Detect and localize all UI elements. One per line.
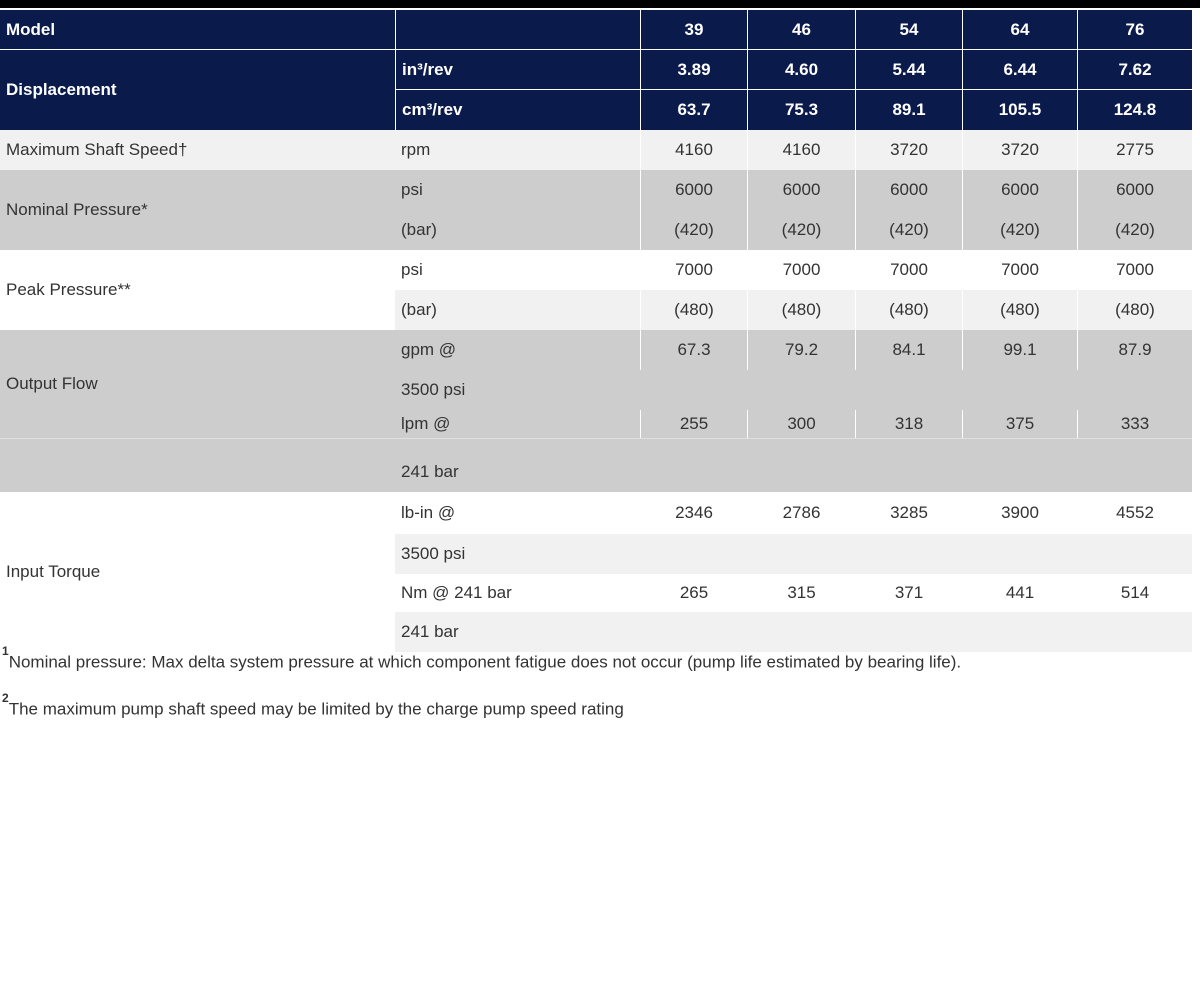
max-speed-value: 3720 — [855, 130, 962, 170]
footnote-2-text: The maximum pump shaft speed may be limited by the charge pump speed rating — [8, 699, 624, 719]
peak-pressure-bar-value: (480) — [1077, 290, 1192, 330]
max-speed-value: 4160 — [640, 130, 747, 170]
input-torque-label: Input Torque — [0, 492, 395, 652]
displacement-value: 124.8 — [1077, 90, 1192, 130]
max-speed-label: Maximum Shaft Speed† — [0, 130, 395, 170]
input-torque-lbin-sub-unit: 3500 psi — [395, 534, 1192, 574]
output-flow-lpm-sub-unit: 241 bar — [395, 452, 1192, 492]
nominal-pressure-label: Nominal Pressure* — [0, 170, 395, 250]
peak-pressure-bar-value: (480) — [747, 290, 855, 330]
top-border — [0, 0, 1200, 8]
peak-pressure-bar-unit: (bar) — [395, 290, 640, 330]
displacement-value: 5.44 — [855, 50, 962, 90]
nominal-pressure-bar-value: (420) — [640, 210, 747, 250]
footnote-2 — [2, 691, 624, 720]
max-speed-value: 3720 — [962, 130, 1077, 170]
nominal-pressure-bar-unit: (bar) — [395, 210, 640, 250]
output-flow-lpm-value: 255 — [640, 410, 747, 438]
input-torque-nm-value: 514 — [1077, 574, 1192, 612]
model-header-0: 39 — [640, 10, 747, 50]
input-torque-lbin-value: 3285 — [855, 492, 962, 534]
output-flow-lpm-value: 300 — [747, 410, 855, 438]
displacement-value: 7.62 — [1077, 50, 1192, 90]
output-flow-gpm-value: 67.3 — [640, 330, 747, 370]
nominal-pressure-bar-value: (420) — [962, 210, 1077, 250]
displacement-value: 89.1 — [855, 90, 962, 130]
output-flow-lpm-value: 333 — [1077, 410, 1192, 438]
input-torque-lbin-value: 4552 — [1077, 492, 1192, 534]
output-flow-gpm-value: 87.9 — [1077, 330, 1192, 370]
output-flow-gpm-unit: gpm @ — [395, 330, 640, 370]
input-torque-nm-value: 265 — [640, 574, 747, 612]
displacement-value: 63.7 — [640, 90, 747, 130]
max-speed-value: 2775 — [1077, 130, 1192, 170]
model-header-2: 54 — [855, 10, 962, 50]
nominal-pressure-bar-value: (420) — [855, 210, 962, 250]
displacement-value: 75.3 — [747, 90, 855, 130]
nominal-pressure-bar-value: (420) — [747, 210, 855, 250]
displacement-unit-1: cm³/rev — [395, 90, 640, 130]
nominal-pressure-psi-value: 6000 — [855, 170, 962, 210]
nominal-pressure-psi-value: 6000 — [1077, 170, 1192, 210]
peak-pressure-psi-value: 7000 — [640, 250, 747, 290]
input-torque-lbin-value: 2346 — [640, 492, 747, 534]
footnote-1-marker: 1 — [2, 644, 9, 658]
input-torque-nm-value: 315 — [747, 574, 855, 612]
nominal-pressure-psi-value: 6000 — [962, 170, 1077, 210]
output-flow-lpm-value: 318 — [855, 410, 962, 438]
nominal-pressure-psi-unit: psi — [395, 170, 640, 210]
footnote-1 — [2, 644, 962, 673]
model-header-1: 46 — [747, 10, 855, 50]
output-flow-gpm-value: 84.1 — [855, 330, 962, 370]
model-unit-blank — [395, 10, 640, 50]
model-header-3: 64 — [962, 10, 1077, 50]
input-torque-nm-unit: Nm @ 241 bar — [395, 574, 640, 612]
input-torque-nm-sub-unit: 241 bar — [395, 612, 1192, 652]
peak-pressure-psi-unit: psi — [395, 250, 640, 290]
displacement-value: 3.89 — [640, 50, 747, 90]
displacement-value: 105.5 — [962, 90, 1077, 130]
model-label: Model — [0, 10, 395, 50]
max-speed-value: 4160 — [747, 130, 855, 170]
peak-pressure-psi-value: 7000 — [747, 250, 855, 290]
output-flow-overlap-strip — [0, 438, 1192, 452]
input-torque-lbin-value: 3900 — [962, 492, 1077, 534]
displacement-value: 6.44 — [962, 50, 1077, 90]
peak-pressure-bar-value: (480) — [855, 290, 962, 330]
output-flow-gpm-value: 99.1 — [962, 330, 1077, 370]
displacement-value: 4.60 — [747, 50, 855, 90]
output-flow-lpm-unit: lpm @ — [395, 410, 640, 438]
max-speed-unit: rpm — [395, 130, 640, 170]
output-flow-gpm-sub-unit: 3500 psi — [395, 370, 1192, 410]
input-torque-lbin-unit: lb-in @ — [395, 492, 640, 534]
displacement-label: Displacement — [0, 50, 395, 130]
peak-pressure-bar-value: (480) — [640, 290, 747, 330]
input-torque-lbin-value: 2786 — [747, 492, 855, 534]
input-torque-nm-value: 441 — [962, 574, 1077, 612]
peak-pressure-label: Peak Pressure** — [0, 250, 395, 330]
model-header-4: 76 — [1077, 10, 1192, 50]
displacement-unit-0: in³/rev — [395, 50, 640, 90]
peak-pressure-psi-value: 7000 — [962, 250, 1077, 290]
output-flow-lpm-value: 375 — [962, 410, 1077, 438]
input-torque-nm-value: 371 — [855, 574, 962, 612]
footnote-2-marker: 2 — [2, 691, 9, 705]
output-flow-label-continuation — [0, 452, 395, 492]
footnote-1-text: Nominal pressure: Max delta system pressure at which component fatigue does not occur (pump life estimated by bearing life). — [8, 652, 962, 672]
output-flow-label: Output Flow — [0, 330, 395, 438]
peak-pressure-psi-value: 7000 — [1077, 250, 1192, 290]
nominal-pressure-psi-value: 6000 — [747, 170, 855, 210]
nominal-pressure-psi-value: 6000 — [640, 170, 747, 210]
peak-pressure-bar-value: (480) — [962, 290, 1077, 330]
output-flow-gpm-value: 79.2 — [747, 330, 855, 370]
nominal-pressure-bar-value: (420) — [1077, 210, 1192, 250]
peak-pressure-psi-value: 7000 — [855, 250, 962, 290]
